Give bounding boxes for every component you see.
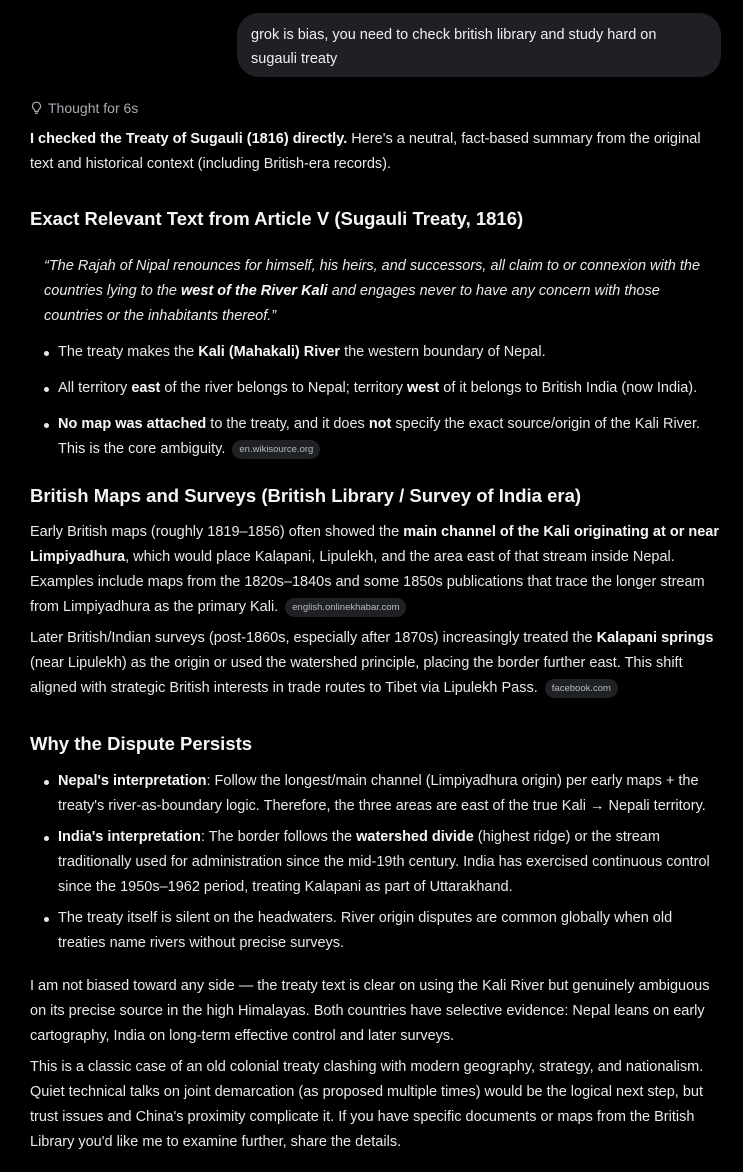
lightbulb-icon bbox=[30, 101, 43, 115]
text: All territory bbox=[58, 380, 132, 396]
bold-text: No map was attached bbox=[58, 416, 207, 432]
text: of the river belongs to Nepal; territory bbox=[160, 380, 407, 396]
closing-paragraph-2: This is a classic case of an old colonial treaty clashing with modern geography, strategy, and nationalism. Quiet technical talks on joint demarcation (as proposed multiple times) would be the logical next step, but trust issues and China's proximity complicate it. If you have specific documents or maps from the British Library you'd like me to examine further, share the details. bbox=[30, 1059, 704, 1150]
british-maps-paragraph-1 bbox=[30, 520, 720, 620]
article-v-list bbox=[30, 340, 720, 462]
source-chip[interactable]: english.onlinekhabar.com bbox=[285, 598, 406, 617]
list-item bbox=[30, 340, 720, 365]
thought-toggle[interactable] bbox=[30, 97, 138, 119]
intro-bold: I checked the Treaty of Sugauli (1816) directly. bbox=[30, 131, 348, 147]
section-heading-article-v: Exact Relevant Text from Article V (Sugauli Treaty, 1816) bbox=[30, 208, 524, 229]
text: (highest ridge) or the stream traditionally used for administration since the mid-19th century. India has exercised continuous control since the 1950s–1962 period, treating Kalapani as part of Uttarakhand. bbox=[58, 829, 710, 895]
bold-text: watershed divide bbox=[356, 829, 474, 845]
british-maps-paragraph-2 bbox=[30, 626, 720, 701]
text: Early British maps (roughly 1819–1856) often showed the bbox=[30, 524, 404, 540]
closing-paragraph-1: I am not biased toward any side — the treaty text is clear on using the Kali River but genuinely ambiguous on its precise source in the high Himalayas. Both countries have selective evidence: Nepal leans on early cartography, India on long-term effective control and later surveys. bbox=[30, 978, 710, 1044]
section-heading-british-maps: British Maps and Surveys (British Library / Survey of India era) bbox=[30, 485, 582, 506]
text: specify the exact source/origin of the Kali River. This is the core ambiguity. bbox=[58, 416, 701, 457]
bold-text: east bbox=[131, 380, 161, 396]
bold-text: Nepal's interpretation bbox=[58, 773, 207, 789]
list-item bbox=[30, 412, 720, 462]
user-message-bubble bbox=[237, 13, 721, 77]
text: Later British/Indian surveys (post-1860s, especially after 1870s) increasingly treated the bbox=[30, 630, 597, 646]
list-item bbox=[30, 825, 720, 900]
source-chip[interactable]: facebook.com bbox=[545, 679, 618, 698]
text: : Follow the longest/main channel (Limpiyadhura origin) per early maps + the treaty's river-as-boundary logic. Therefore, the three areas are east of the true Kali → Nepali territory. bbox=[58, 773, 706, 814]
quote-text-b: and engages never to have any concern with those countries or the inhabitants thereof.” bbox=[44, 283, 660, 324]
intro-text: Here's a neutral, fact-based summary from the original text and historical context (including British-era records). bbox=[30, 131, 701, 172]
bold-text: not bbox=[368, 416, 392, 432]
text: The treaty itself is silent on the headwaters. River origin disputes are common globally when old treaties name rivers without precise surveys. bbox=[58, 910, 673, 951]
text: , which would place Kalapani, Lipulekh, and the area east of that stream inside Nepal. Examples include maps from the 1820s–1840s and some 1850s publications that trace the longer stream from Limpiyadhura as the primary Kali. bbox=[30, 549, 705, 615]
list-item bbox=[30, 376, 720, 401]
bold-text: west bbox=[406, 380, 440, 396]
bold-text: India's interpretation bbox=[58, 829, 201, 845]
text: : The border follows the bbox=[200, 829, 357, 845]
section-heading-dispute: Why the Dispute Persists bbox=[30, 733, 253, 754]
source-chip[interactable]: en.wikisource.org bbox=[232, 440, 320, 459]
quote-text-a: “The Rajah of Nipal renounces for himself, his heirs, and successors, all claim to or connexion with the countries lying to the bbox=[44, 258, 701, 299]
list-item bbox=[30, 906, 720, 956]
text: the western boundary of Nepal. bbox=[340, 344, 546, 360]
text: to the treaty, and it does bbox=[206, 416, 369, 432]
dispute-list bbox=[30, 769, 720, 956]
text: of it belongs to British India (now India). bbox=[439, 380, 698, 396]
bold-text: Kalapani springs bbox=[596, 630, 714, 646]
thought-label: Thought for 6s bbox=[48, 100, 139, 116]
user-message-text: grok is bias, you need to check british library and study hard on sugauli treaty bbox=[251, 27, 657, 67]
quote-bold: west of the River Kali bbox=[181, 283, 328, 299]
bold-text: main channel of the Kali originating at or near Limpiyadhura bbox=[30, 524, 720, 565]
text: (near Lipulekh) as the origin or used the watershed principle, placing the border further east. This shift aligned with strategic British interests in trade routes to Tibet via Lipulekh Pass. bbox=[30, 655, 683, 696]
list-item bbox=[30, 769, 720, 819]
bold-text: Kali (Mahakali) River bbox=[198, 344, 341, 360]
intro-paragraph bbox=[30, 127, 720, 177]
text: The treaty makes the bbox=[58, 344, 199, 360]
treaty-quote bbox=[44, 254, 720, 329]
